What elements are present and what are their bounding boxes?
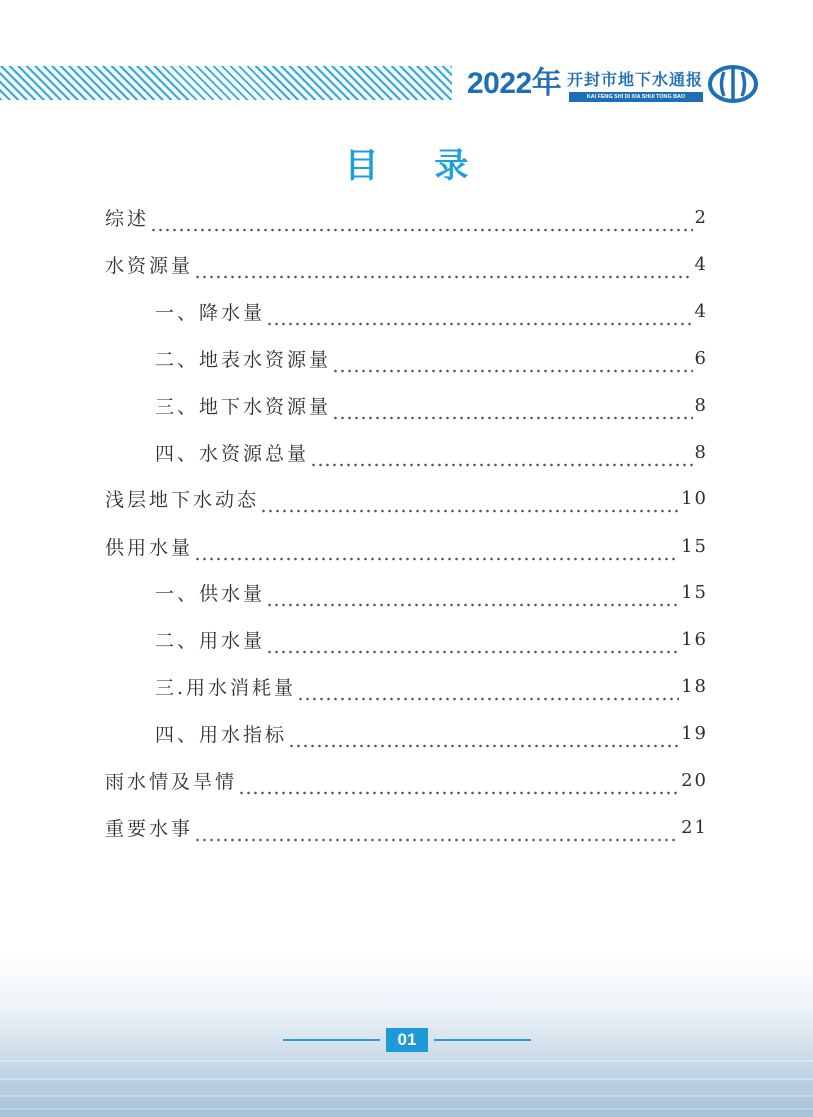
header-year: 2022年: [467, 67, 562, 100]
toc-title: 目 录: [344, 146, 491, 186]
toc-entry[interactable]: [155, 671, 708, 701]
toc-entry-label: 三.用水消耗量: [155, 676, 297, 699]
toc-entry-label: 二、用水量: [155, 629, 266, 652]
toc-entry[interactable]: [105, 812, 708, 842]
toc-entry[interactable]: [155, 577, 708, 607]
toc-entry-page-number: 16: [681, 628, 708, 650]
toc-dot-leader: [266, 296, 693, 326]
toc-entry-page-number: 2: [694, 206, 708, 228]
toc-entry-label: 综述: [105, 207, 150, 230]
toc-entry-page-number: 18: [681, 675, 708, 697]
toc-entry[interactable]: [155, 624, 708, 654]
toc-entry-label: 雨水情及旱情: [105, 770, 238, 793]
page-number: 01: [386, 1028, 428, 1052]
toc-entry[interactable]: [105, 249, 708, 279]
toc-entry-label: 三、地下水资源量: [155, 395, 332, 418]
header-pinyin: KAI FENG SHI DI XIA SHUI TONG BAO: [569, 92, 703, 102]
toc-dot-leader: [288, 718, 679, 748]
toc-dot-leader: [266, 577, 679, 607]
toc-entry-label: 供用水量: [105, 536, 194, 559]
toc-entry-page-number: 20: [681, 769, 708, 791]
toc-entry[interactable]: [155, 437, 708, 467]
toc-dot-leader: [332, 343, 693, 373]
toc-entry-label: 水资源量: [105, 254, 194, 277]
toc-entry[interactable]: [105, 483, 708, 513]
toc-dot-leader: [194, 531, 679, 561]
toc-dot-leader: [238, 765, 679, 795]
toc-entry-page-number: 19: [681, 722, 708, 744]
toc-dot-leader: [332, 390, 693, 420]
toc-entry-page-number: 21: [681, 816, 708, 838]
toc-dot-leader: [310, 437, 693, 467]
toc-dot-leader: [260, 483, 679, 513]
toc-entry[interactable]: [105, 531, 708, 561]
footer-line-left: [283, 1039, 380, 1041]
toc-entry-page-number: 15: [681, 535, 708, 557]
toc-dot-leader: [266, 624, 679, 654]
toc-entry-page-number: 4: [694, 253, 708, 275]
toc-dot-leader: [194, 812, 679, 842]
toc-entry[interactable]: [155, 343, 708, 373]
toc-dot-leader: [150, 202, 693, 232]
footer-line-right: [434, 1039, 531, 1041]
toc-entry-page-number: 8: [694, 394, 708, 416]
toc-dot-leader: [194, 249, 693, 279]
toc-entry-page-number: 15: [681, 581, 708, 603]
toc-entry[interactable]: [105, 202, 708, 232]
toc-entry-page-number: 4: [694, 300, 708, 322]
toc-entry-label: 一、降水量: [155, 301, 266, 324]
toc-entry[interactable]: [155, 296, 708, 326]
toc-entry-label: 一、供水量: [155, 582, 266, 605]
toc-entry-label: 四、用水指标: [155, 723, 288, 746]
toc-entry-page-number: 6: [694, 347, 708, 369]
toc-entry-label: 浅层地下水动态: [105, 488, 260, 511]
toc-entry[interactable]: [105, 765, 708, 795]
toc-entry-label: 四、水资源总量: [155, 442, 310, 465]
toc-entry-page-number: 10: [681, 487, 708, 509]
toc-entry-page-number: 8: [694, 441, 708, 463]
header-title: 开封市地下水通报: [567, 70, 704, 89]
toc-dot-leader: [297, 671, 679, 701]
toc-entry[interactable]: [155, 390, 708, 420]
toc-entry-label: 重要水事: [105, 817, 194, 840]
toc-entry-label: 二、地表水资源量: [155, 348, 332, 371]
toc-entry[interactable]: [155, 718, 708, 748]
